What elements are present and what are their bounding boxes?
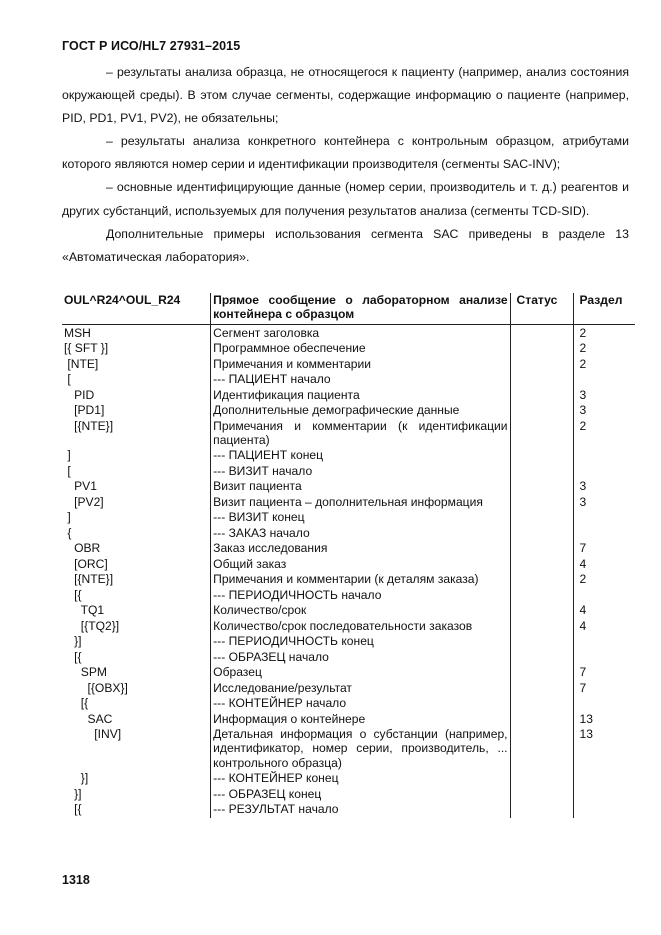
status-cell xyxy=(510,541,573,556)
description-cell: Заказ исследования xyxy=(211,541,510,556)
segment-cell: [{NTE}] xyxy=(64,572,114,587)
description-cell: Идентификация пациента xyxy=(211,388,510,403)
segment-cell: [PD1] xyxy=(64,403,105,418)
status-cell xyxy=(510,372,573,387)
status-cell xyxy=(510,388,573,403)
status-cell xyxy=(510,650,573,665)
section-cell: 7 xyxy=(573,681,635,696)
section-cell: 13 xyxy=(573,727,635,771)
description-cell: --- ПАЦИЕНТ начало xyxy=(211,372,510,387)
section-cell: 7 xyxy=(573,665,635,680)
segment-table xyxy=(62,293,635,818)
description-cell: --- ПЕРИОДИЧНОСТЬ конец xyxy=(211,634,510,649)
section-cell xyxy=(573,448,635,463)
status-cell xyxy=(510,802,573,817)
status-cell xyxy=(510,619,573,634)
status-cell xyxy=(510,495,573,510)
segment-cell: PV1 xyxy=(64,479,97,494)
description-cell: Примечания и комментарии xyxy=(211,357,510,372)
segment-cell: ] xyxy=(64,510,71,525)
section-cell: 3 xyxy=(573,403,635,418)
status-cell xyxy=(510,341,573,356)
status-cell xyxy=(510,357,573,372)
section-cell: 2 xyxy=(573,341,635,356)
table-row xyxy=(62,665,635,680)
segment-cell: [INV] xyxy=(64,727,122,741)
table-row xyxy=(62,526,635,541)
table-row xyxy=(62,495,635,510)
section-cell: 2 xyxy=(573,357,635,372)
section-cell: 3 xyxy=(573,479,635,494)
section-cell xyxy=(573,510,635,525)
description-cell: --- ОБРАЗЕЦ начало xyxy=(211,650,510,665)
description-cell: --- КОНТЕЙНЕР начало xyxy=(211,696,510,711)
segment-cell: OBR xyxy=(64,541,101,556)
table-row xyxy=(62,588,635,603)
description-cell: --- ВИЗИТ начало xyxy=(211,464,510,479)
section-cell: 3 xyxy=(573,388,635,403)
segment-cell: PID xyxy=(64,387,95,402)
description-cell: Примечания и комментарии (к деталям заказа) xyxy=(211,572,510,587)
table-row xyxy=(62,727,635,771)
status-cell xyxy=(510,419,573,449)
segment-cell: [{ xyxy=(64,696,89,711)
segment-cell: [{ SFT }] xyxy=(64,341,109,356)
section-cell xyxy=(573,588,635,603)
description-cell: --- ПАЦИЕНТ конец xyxy=(211,448,510,463)
description-cell: --- ВИЗИТ конец xyxy=(211,510,510,525)
segment-cell: }] xyxy=(64,771,89,786)
description-cell: Дополнительные демографические данные xyxy=(211,403,510,418)
section-cell: 2 xyxy=(573,419,635,449)
table-row xyxy=(62,372,635,387)
segment-cell: }] xyxy=(64,786,82,801)
description-cell: Количество/срок xyxy=(211,603,510,618)
table-row xyxy=(62,802,635,817)
segment-cell: [NTE] xyxy=(64,356,99,371)
status-cell xyxy=(510,448,573,463)
section-cell xyxy=(573,802,635,817)
status-cell xyxy=(510,787,573,802)
status-cell xyxy=(510,771,573,786)
description-cell: Образец xyxy=(211,665,510,680)
document-header: ГОСТ Р ИСО/HL7 27931–2015 xyxy=(62,39,241,53)
paragraph: Дополнительные примеры использования сегмента SAC приведены в разделе 13 «Автоматическая лаборатория». xyxy=(62,226,629,264)
section-cell: 2 xyxy=(573,572,635,587)
status-cell xyxy=(510,557,573,572)
description-cell: --- РЕЗУЛЬТАТ начало xyxy=(211,802,510,817)
table-row xyxy=(62,771,635,786)
section-cell: 3 xyxy=(573,495,635,510)
paragraph: – результаты анализа образца, не относящегося к пациенту (например, анализ состояния окружающей среды). В этом случае сегменты, содержащие информацию о пациенте (например, PID, PD1, PV1, PV2), не обязательны; xyxy=(62,65,629,126)
description-cell: Детальная информация о субстанции (например, идентификатор, номер серии, производитель, ... контрольного образца) xyxy=(211,727,510,771)
section-cell xyxy=(573,526,635,541)
status-cell xyxy=(510,403,573,418)
description-cell: Исследование/результат xyxy=(211,681,510,696)
segment-cell: [{NTE}] xyxy=(64,418,114,433)
description-cell: Визит пациента – дополнительная информация xyxy=(211,495,510,510)
description-cell: Примечания и комментарии (к идентификации пациента) xyxy=(211,419,510,449)
description-cell: Сегмент заголовка xyxy=(211,324,510,341)
section-cell: 7 xyxy=(573,541,635,556)
table-row xyxy=(62,357,635,372)
table-row xyxy=(62,603,635,618)
segment-cell: [{ xyxy=(64,587,82,602)
description-cell: --- ЗАКАЗ начало xyxy=(211,526,510,541)
status-cell xyxy=(510,572,573,587)
section-cell: 4 xyxy=(573,619,635,634)
segment-cell: MSH xyxy=(64,325,91,340)
paragraph: – основные идентифицирующие данные (номер серии, производитель и т. д.) реагентов и других субстанций, используемых для получения результатов анализа (сегменты TCD-SID). xyxy=(62,180,629,218)
table-row xyxy=(62,479,635,494)
paragraph: – результаты анализа конкретного контейнера с контрольным образцом, атрибутами которого являются номер серии и идентификации производителя (сегменты SAC-INV); xyxy=(62,134,629,172)
column-header-description: Прямое сообщение о лабораторном анализе контейнера с образцом xyxy=(211,293,510,324)
description-cell: --- КОНТЕЙНЕР конец xyxy=(211,771,510,786)
section-cell: 4 xyxy=(573,557,635,572)
table-row xyxy=(62,403,635,418)
status-cell xyxy=(510,665,573,680)
table-row xyxy=(62,541,635,556)
table-row xyxy=(62,557,635,572)
status-cell xyxy=(510,588,573,603)
table-row xyxy=(62,464,635,479)
table-row xyxy=(62,324,635,341)
status-cell xyxy=(510,603,573,618)
segment-cell: SPM xyxy=(64,665,108,680)
status-cell xyxy=(510,464,573,479)
table-row xyxy=(62,712,635,727)
page-number: 1318 xyxy=(62,873,90,887)
segment-cell: [PV2] xyxy=(64,494,104,509)
status-cell xyxy=(510,696,573,711)
segment-cell: [{ xyxy=(64,649,82,664)
table-row xyxy=(62,510,635,525)
column-header-section: Раздел xyxy=(573,293,635,324)
status-cell xyxy=(510,681,573,696)
table-row xyxy=(62,388,635,403)
segment-cell: [ xyxy=(64,463,71,478)
section-cell xyxy=(573,372,635,387)
section-cell xyxy=(573,634,635,649)
description-cell: Информация о контейнере xyxy=(211,712,510,727)
segment-cell: [ xyxy=(64,372,71,387)
segment-cell: [{OBX}] xyxy=(64,680,128,695)
segment-cell: SAC xyxy=(64,711,113,726)
status-cell xyxy=(510,712,573,727)
table-header-row xyxy=(62,293,635,324)
segment-cell: }] xyxy=(64,634,82,649)
section-cell: 13 xyxy=(573,712,635,727)
section-cell: 4 xyxy=(573,603,635,618)
section-cell xyxy=(573,771,635,786)
table-row xyxy=(62,619,635,634)
description-cell: Количество/срок последовательности заказов xyxy=(211,619,510,634)
column-header-status: Статус xyxy=(510,293,573,324)
description-cell: Общий заказ xyxy=(211,557,510,572)
segment-cell: [{ xyxy=(64,802,82,817)
description-cell: --- ОБРАЗЕЦ конец xyxy=(211,787,510,802)
segment-cell: [ORC] xyxy=(64,556,108,571)
status-cell xyxy=(510,727,573,771)
body-text xyxy=(62,61,629,269)
table-row xyxy=(62,634,635,649)
description-cell: Визит пациента xyxy=(211,479,510,494)
table-row xyxy=(62,448,635,463)
section-cell xyxy=(573,464,635,479)
description-cell: Программное обеспечение xyxy=(211,341,510,356)
description-cell: --- ПЕРИОДИЧНОСТЬ начало xyxy=(211,588,510,603)
section-cell: 2 xyxy=(573,324,635,341)
table-row xyxy=(62,696,635,711)
segment-cell: ] xyxy=(64,448,71,463)
table-row xyxy=(62,650,635,665)
section-cell xyxy=(573,696,635,711)
segment-cell: [{TQ2}] xyxy=(64,618,120,633)
status-cell xyxy=(510,479,573,494)
table-row xyxy=(62,419,635,449)
status-cell xyxy=(510,510,573,525)
section-cell xyxy=(573,650,635,665)
table-row xyxy=(62,341,635,356)
table-row xyxy=(62,787,635,802)
section-cell xyxy=(573,787,635,802)
status-cell xyxy=(510,526,573,541)
table-row xyxy=(62,572,635,587)
table-row xyxy=(62,681,635,696)
status-cell xyxy=(510,324,573,341)
segment-cell: TQ1 xyxy=(64,603,105,618)
column-header-message: OUL^R24^OUL_R24 xyxy=(62,293,211,324)
status-cell xyxy=(510,634,573,649)
segment-cell: { xyxy=(64,525,72,540)
